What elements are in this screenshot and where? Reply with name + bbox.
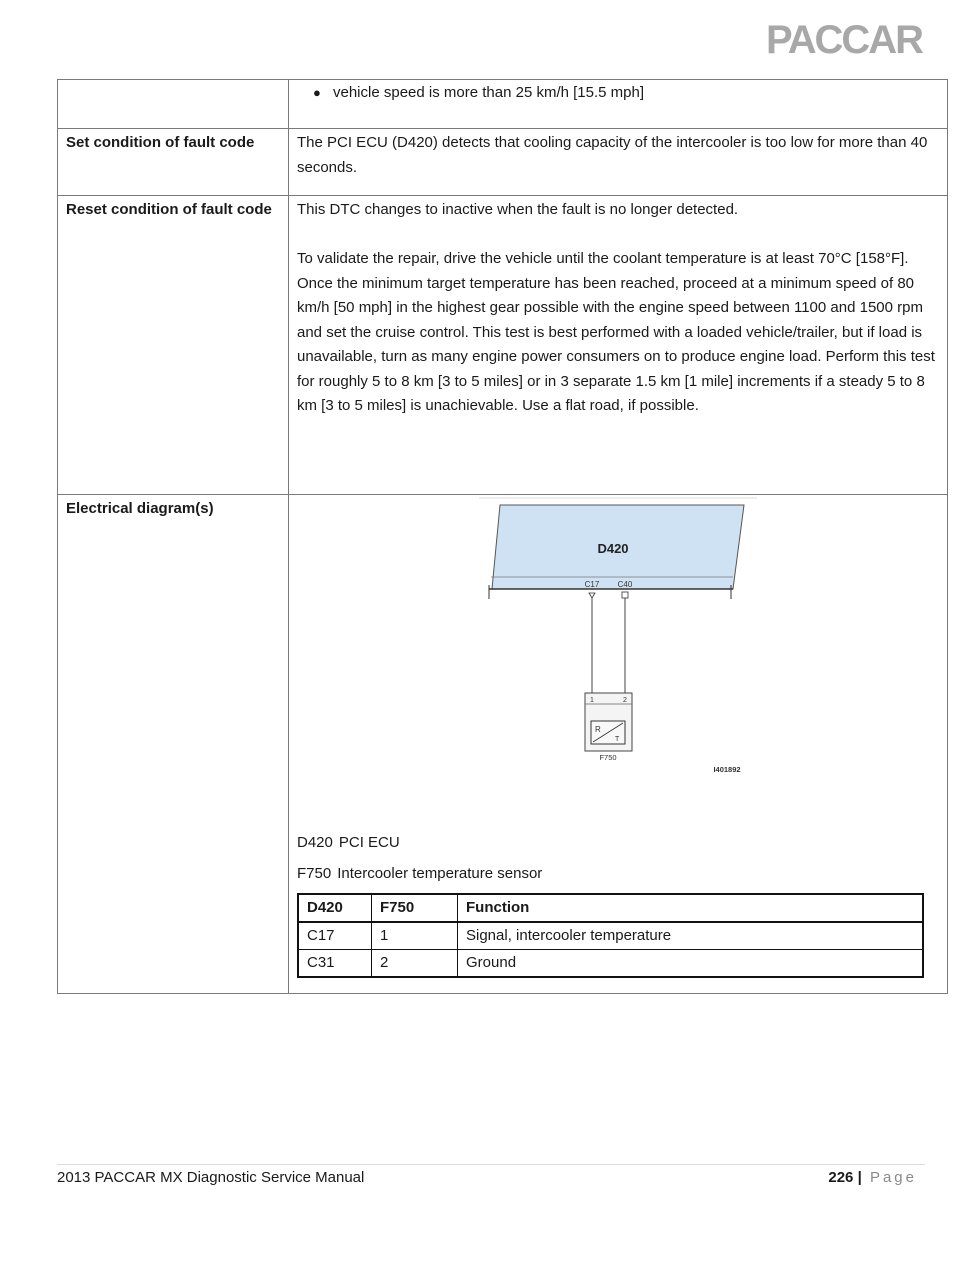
pin-cell: 2: [372, 950, 458, 978]
row-label-reset-condition: Reset condition of fault code: [58, 196, 289, 495]
ecu-pin-b-label: C40: [617, 580, 633, 589]
table-row: [58, 196, 948, 495]
row-content-set-condition: [289, 129, 948, 196]
pin-header-function: Function: [458, 894, 924, 922]
sensor-r-label: R: [595, 725, 601, 734]
legend-item-d420: [297, 827, 939, 858]
sensor-pin-2-label: 2: [623, 697, 627, 704]
pin-cell: Ground: [458, 950, 924, 978]
list-item: [297, 81, 939, 106]
table-row: [58, 495, 948, 994]
pin-header-f750: F750: [372, 894, 458, 922]
page-word: Page: [869, 1169, 917, 1186]
legend-code: D420: [297, 834, 333, 851]
ecu-pin-a-label: C17: [584, 580, 600, 589]
footer-divider: [57, 1164, 925, 1165]
table-row: [58, 80, 948, 129]
pin-cell: C31: [298, 950, 372, 978]
sensor-pin-1-label: 1: [590, 697, 594, 704]
page-separator: |: [857, 1169, 862, 1186]
pin-cell: C17: [298, 922, 372, 950]
legend-code: F750: [297, 865, 332, 882]
reset-condition-text: This DTC changes to inactive when the fault is no longer detected.: [297, 201, 739, 218]
validation-text: To validate the repair, drive the vehicle until the coolant temperature is at least 70°C [158°F]. Once the minimum target temperature has been reached, proceed at a minimum speed of 80 km/h [50 mph] in the highest gear possible with the engine speed between 1100 and 1500 rpm and set the cruise control. This test is best performed with a loaded vehicle/trailer, but if load is unavailable, turn as many engine power consumers on to produce engine load. Perform this test for roughly 5 to 8 km [3 to 5 miles] or in 3 separate 1.5 km [1 mile] increments if a steady 5 to 8 km [3 to 5 miles] is unachievable. Use a flat road, if possible.: [297, 250, 935, 414]
legend-item-f750: [297, 858, 939, 889]
table-row: [298, 922, 923, 950]
row-label-set-condition: Set condition of fault code: [58, 129, 289, 196]
table-row: [298, 950, 923, 978]
paccar-logo-wordmark: PACCAR: [766, 18, 924, 58]
legend-desc: Intercooler temperature sensor: [337, 865, 543, 882]
pin-table-header: [298, 894, 923, 922]
legend-desc: PCI ECU: [338, 834, 400, 851]
pin-b-marker: [622, 592, 628, 598]
pin-cell: 1: [372, 922, 458, 950]
pin-table: [297, 893, 924, 978]
row-label-electrical-diagram: Electrical diagram(s): [58, 495, 289, 994]
figure-id: I401892: [713, 765, 741, 774]
ecu-label: D420: [597, 541, 629, 556]
row-label-empty: [58, 80, 289, 129]
condition-text: vehicle speed is more than 25 km/h [15.5 mph]: [333, 84, 645, 101]
sensor-t-label: T: [615, 736, 620, 743]
pin-a-marker: [589, 593, 595, 598]
pin-cell: Signal, intercooler temperature: [458, 922, 924, 950]
row-content-reset-condition: [289, 196, 948, 495]
electrical-diagram: [297, 497, 939, 827]
paccar-logo-graphic: [766, 18, 924, 58]
set-condition-text: The PCI ECU (D420) detects that cooling capacity of the intercooler is too low for more than 40 seconds.: [297, 134, 928, 176]
page-number: 226: [828, 1169, 854, 1186]
row-content-electrical-diagram: [289, 495, 948, 994]
paccar-logo: [766, 18, 924, 58]
table-row: [58, 129, 948, 196]
wiring-diagram-graphic: [479, 497, 759, 787]
footer-title: 2013 PACCAR MX Diagnostic Service Manual: [57, 1169, 365, 1186]
footer-page-info: [828, 1168, 917, 1188]
fault-code-table: [57, 79, 948, 994]
pin-header-d420: D420: [298, 894, 372, 922]
bullet-icon: ●: [313, 85, 321, 100]
sensor-label: F750: [599, 753, 617, 762]
row-content-condition: [289, 80, 948, 129]
